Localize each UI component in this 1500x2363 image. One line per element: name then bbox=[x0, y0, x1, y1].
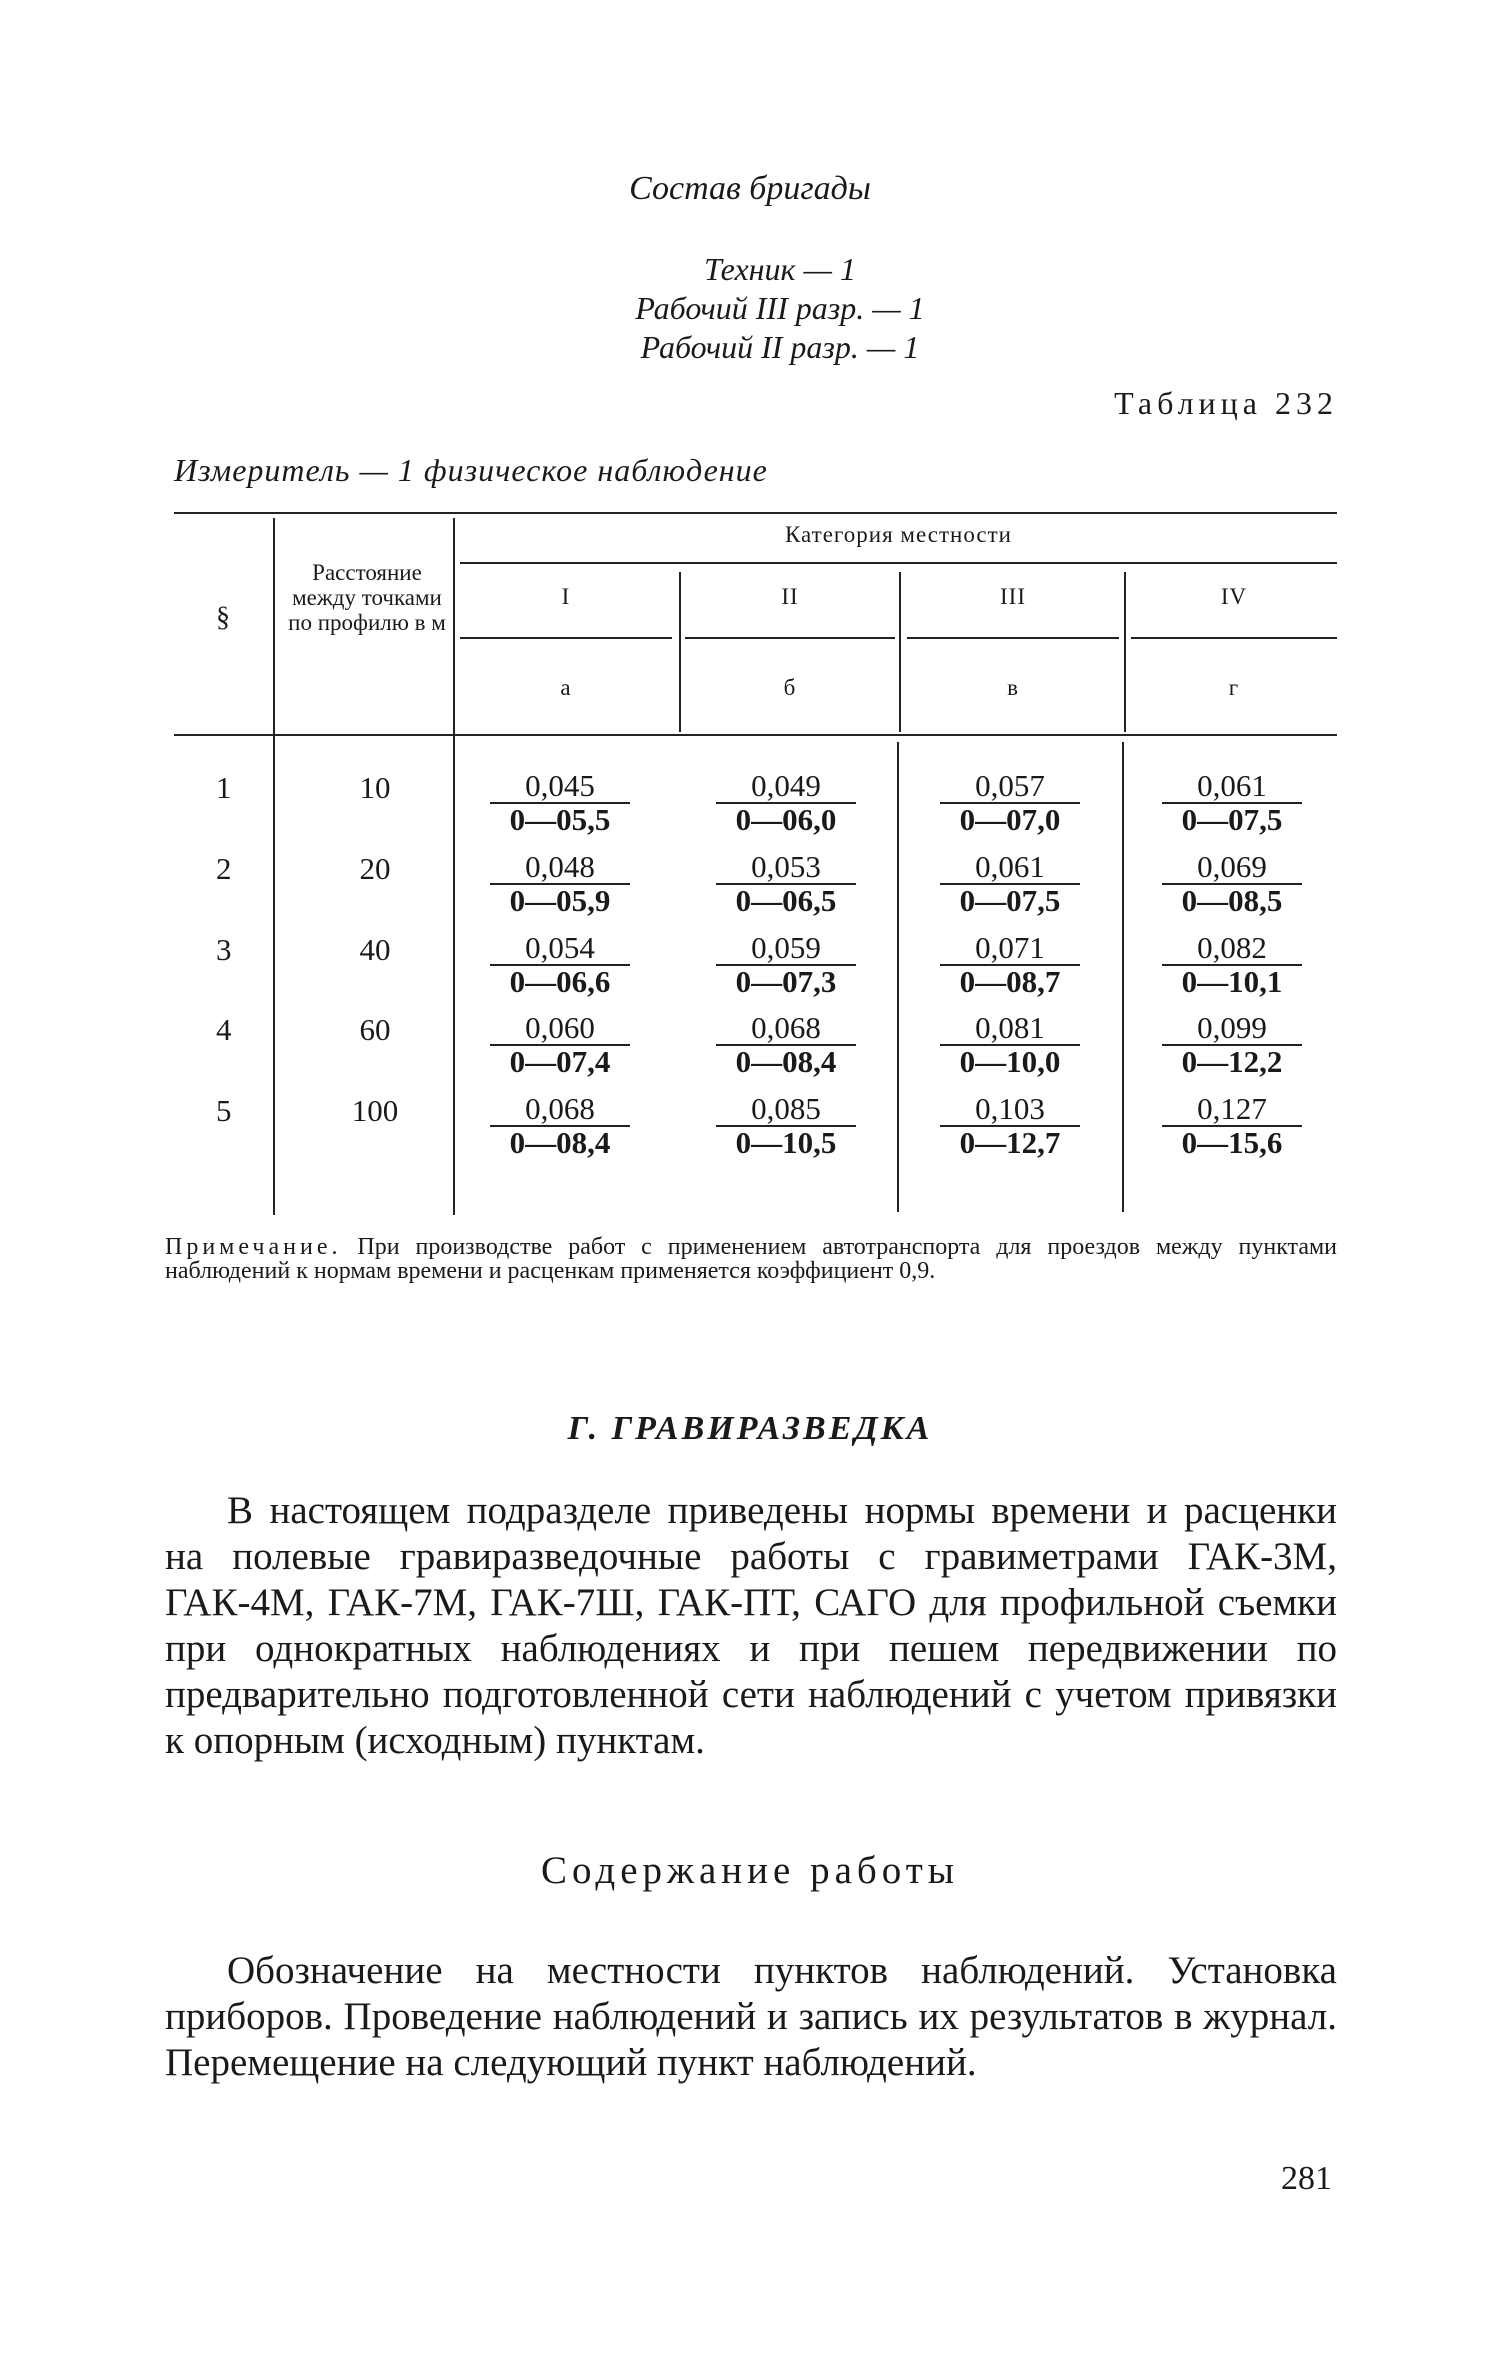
rate-cell: $\frac{0,048}{0—05,9}$ bbox=[480, 851, 640, 917]
header-bottom-rule bbox=[174, 734, 1337, 736]
crew-list bbox=[0, 250, 1500, 367]
header-letter: в bbox=[1007, 675, 1019, 700]
col-divider bbox=[897, 742, 899, 1212]
header-letter: а bbox=[560, 675, 572, 700]
table-label: Таблица 232 bbox=[1114, 385, 1338, 421]
rate-cell: $\frac{0,103}{0—12,7}$ bbox=[930, 1093, 1090, 1159]
rate-cell: $\frac{0,057}{0—07,0}$ bbox=[930, 770, 1090, 836]
row-number: 4 bbox=[216, 1012, 232, 1047]
header-roman: I bbox=[561, 584, 571, 609]
col-divider bbox=[453, 518, 455, 1215]
category-rule bbox=[460, 562, 1337, 564]
header-distance: Расстояние между точками по профилю в м bbox=[288, 560, 446, 635]
row-distance: 100 bbox=[351, 1093, 399, 1128]
col-divider bbox=[1124, 572, 1126, 732]
section-paragraph: В настоящем подразделе приведены нормы времени и расценки на полевые гравиразведочные работы с гравиметрами ГАК-3М, ГАК-4М, ГАК-7М, ГАК-7Ш, ГАК-ПТ, САГО для профильной съемки при однократных наблюдениях и при пешем передвижении по предварительно подготовленной сети наблюдений с учетом привязки к опорным (исходным) пунктам. bbox=[165, 1489, 1337, 1762]
rate-cell: $\frac{0,061}{0—07,5}$ bbox=[930, 851, 1090, 917]
col-v-rule bbox=[907, 637, 1119, 639]
rate-cell: $\frac{0,071}{0—08,7}$ bbox=[930, 932, 1090, 998]
rate-cell: $\frac{0,061}{0—07,5}$ bbox=[1152, 770, 1312, 836]
header-roman: III bbox=[1000, 584, 1026, 609]
rate-cell: $\frac{0,049}{0—06,0}$ bbox=[706, 770, 866, 836]
row-distance: 20 bbox=[359, 851, 391, 886]
header-letter: г bbox=[1228, 675, 1240, 700]
row-distance: 60 bbox=[359, 1012, 391, 1047]
col-divider bbox=[1122, 742, 1124, 1212]
table-meter: Измеритель — 1 физическое наблюдение bbox=[174, 452, 768, 488]
header-category: Категория местности bbox=[785, 522, 1012, 547]
rate-cell: $\frac{0,054}{0—06,6}$ bbox=[480, 932, 640, 998]
rate-cell: $\frac{0,127}{0—15,6}$ bbox=[1152, 1093, 1312, 1159]
note-label: Примечание. bbox=[165, 1234, 342, 1260]
col-divider bbox=[273, 518, 275, 1215]
row-number: 1 bbox=[216, 770, 232, 805]
rate-cell: $\frac{0,069}{0—08,5}$ bbox=[1152, 851, 1312, 917]
col-divider bbox=[899, 572, 901, 732]
rate-cell: $\frac{0,081}{0—10,0}$ bbox=[930, 1012, 1090, 1078]
header-roman: IV bbox=[1220, 584, 1248, 609]
table-note bbox=[165, 1235, 1337, 1283]
work-title: Содержание работы bbox=[541, 1849, 959, 1892]
crew-member: Рабочий III разр. — 1 bbox=[635, 290, 925, 326]
row-distance: 10 bbox=[359, 770, 391, 805]
table-top-rule bbox=[174, 512, 1337, 514]
row-number: 5 bbox=[216, 1093, 232, 1128]
section-title: Г. ГРАВИРАЗВЕДКА bbox=[567, 1410, 933, 1447]
note-text: При производстве работ с применением автотранспорта для проездов между пунктами наблюдений к нормам времени и расценкам применяется коэффициент 0,9. bbox=[165, 1234, 1338, 1284]
crew-title: Состав бригады bbox=[629, 170, 871, 207]
crew-member: Рабочий II разр. — 1 bbox=[640, 329, 920, 365]
crew-member: Техник — 1 bbox=[704, 251, 856, 287]
rate-cell: $\frac{0,099}{0—12,2}$ bbox=[1152, 1012, 1312, 1078]
col-divider bbox=[679, 572, 681, 732]
rate-cell: $\frac{0,085}{0—10,5}$ bbox=[706, 1093, 866, 1159]
rate-cell: $\frac{0,068}{0—08,4}$ bbox=[480, 1093, 640, 1159]
header-roman: II bbox=[781, 584, 799, 609]
work-paragraph: Обозначение на местности пунктов наблюдений. Установка приборов. Проведение наблюдений и запись их результатов в журнал. Перемещение на следующий пункт наблюдений. bbox=[165, 1949, 1337, 2084]
page-number: 281 bbox=[1281, 2160, 1332, 2197]
col-b-rule bbox=[685, 637, 895, 639]
rate-cell: $\frac{0,068}{0—08,4}$ bbox=[706, 1012, 866, 1078]
row-number: 2 bbox=[216, 851, 232, 886]
header-letter: б bbox=[783, 675, 797, 700]
col-a-rule bbox=[460, 637, 672, 639]
col-g-rule bbox=[1131, 637, 1337, 639]
rate-cell: $\frac{0,060}{0—07,4}$ bbox=[480, 1012, 640, 1078]
header-section: § bbox=[216, 602, 231, 633]
rate-cell: $\frac{0,059}{0—07,3}$ bbox=[706, 932, 866, 998]
rate-cell: $\frac{0,053}{0—06,5}$ bbox=[706, 851, 866, 917]
row-distance: 40 bbox=[359, 932, 391, 967]
row-number: 3 bbox=[216, 932, 232, 967]
rate-cell: $\frac{0,045}{0—05,5}$ bbox=[480, 770, 640, 836]
rate-cell: $\frac{0,082}{0—10,1}$ bbox=[1152, 932, 1312, 998]
